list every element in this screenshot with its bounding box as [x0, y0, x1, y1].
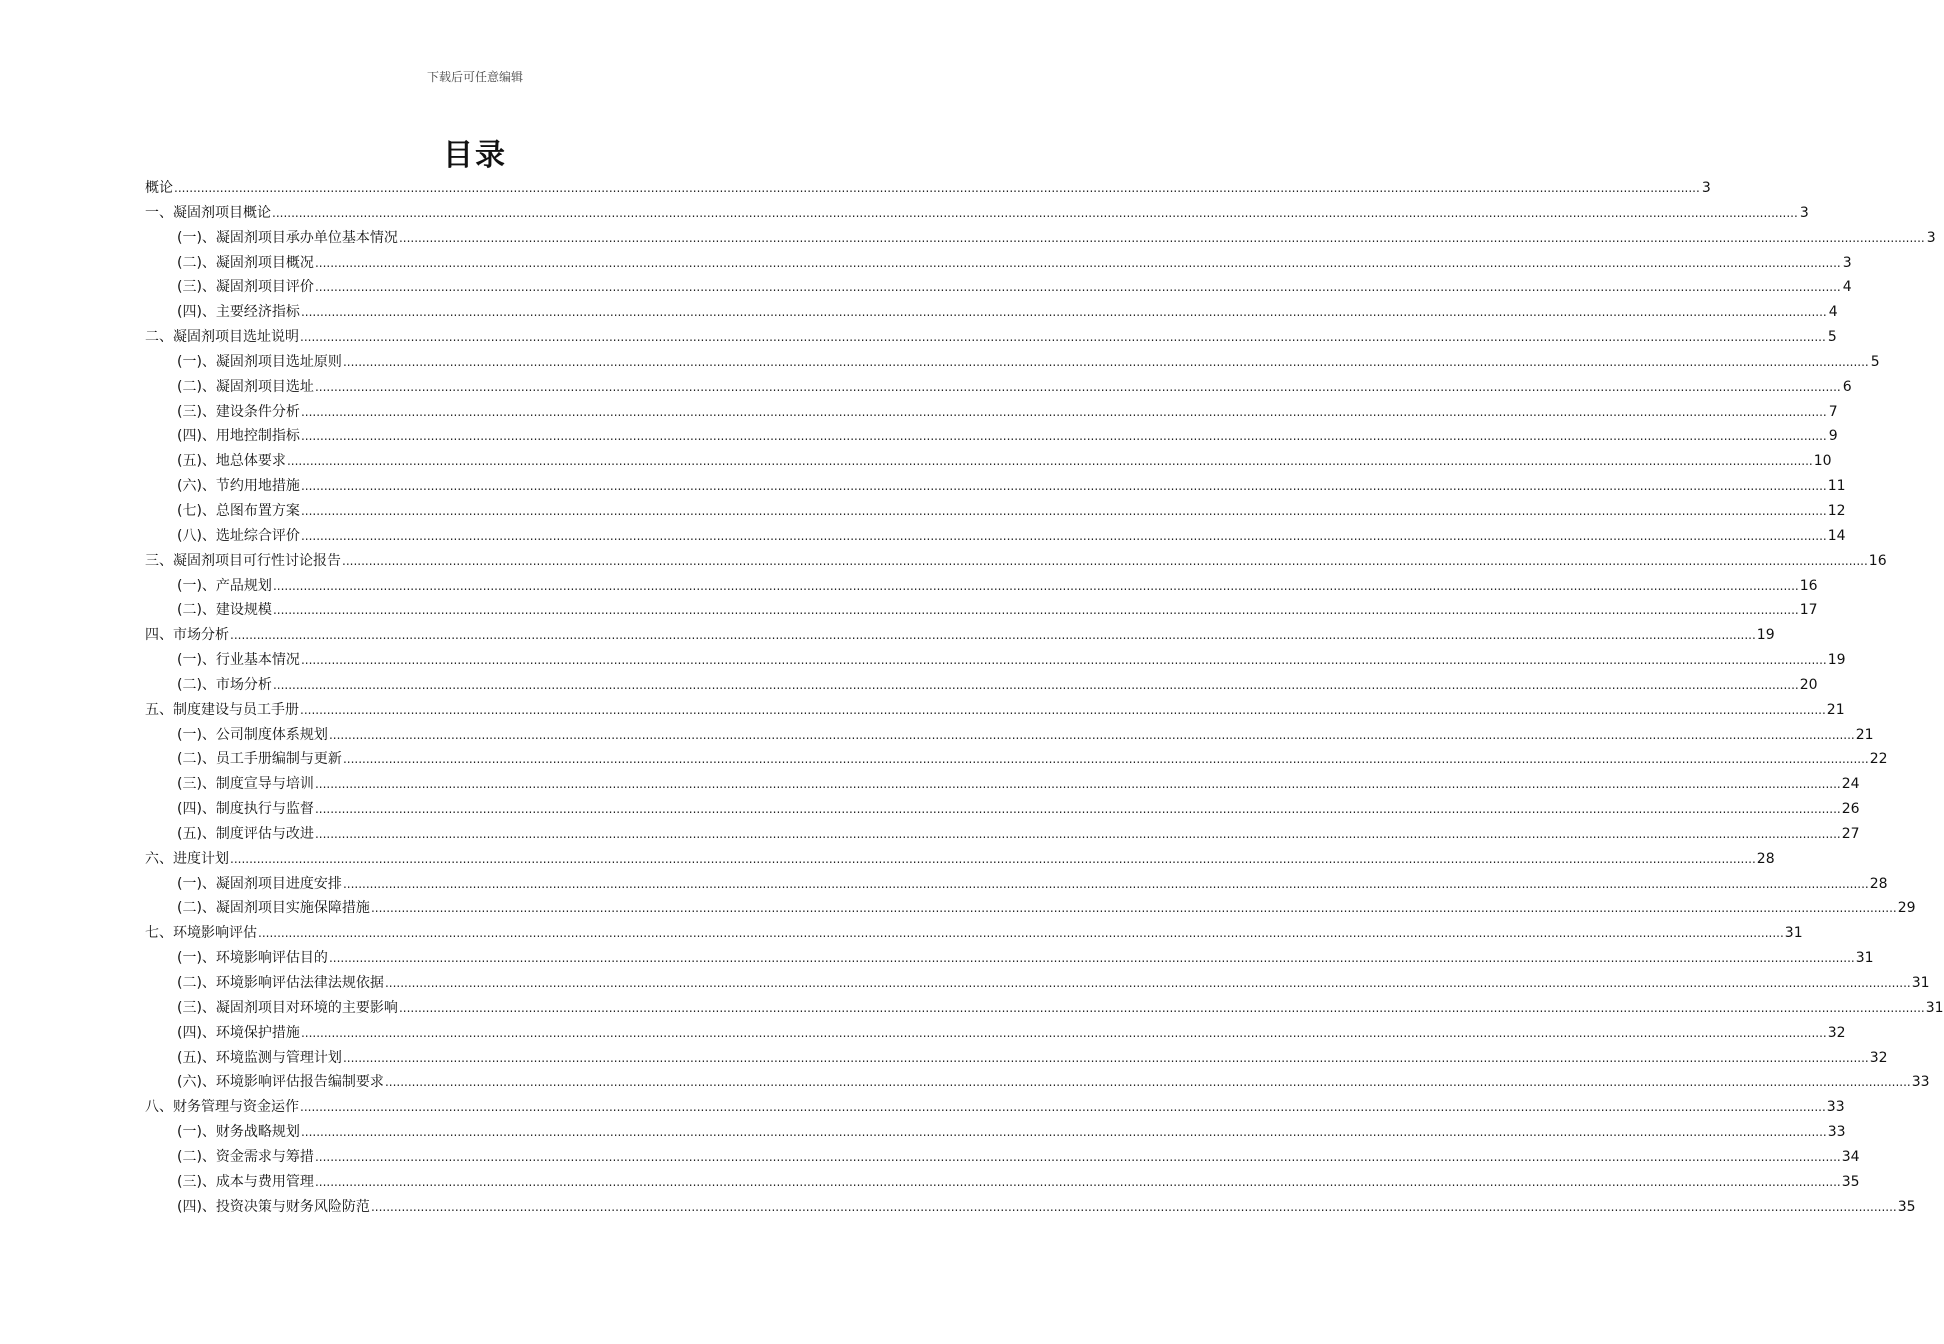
toc-entry-title: (一)、凝固剂项目进度安排 — [177, 875, 342, 892]
toc-entry-page: 24 — [1841, 776, 1860, 793]
toc-dot-leader: ................................................................................................................................................................................................................................................................................................................................................................................................................ — [174, 181, 1700, 195]
toc-entry-page: 7 — [1828, 403, 1838, 420]
toc-entry-title: (三)、制度宣导与培训 — [177, 776, 314, 793]
toc-entry-page: 21 — [1855, 726, 1874, 743]
toc-entry-page: 16 — [1868, 552, 1887, 569]
toc-entry[interactable] — [145, 226, 1936, 251]
toc-dot-leader: ................................................................................................................................................................................................................................................................................................................................................................................................................ — [370, 901, 1897, 916]
toc-entry[interactable] — [145, 300, 1838, 325]
toc-entry[interactable] — [145, 350, 1880, 375]
toc-dot-leader: ................................................................................................................................................................................................................................................................................................................................................................................................................ — [314, 777, 1841, 792]
toc-entry-page: 28 — [1756, 850, 1775, 867]
toc-dot-leader: ................................................................................................................................................................................................................................................................................................................................................................................................................ — [230, 628, 1756, 643]
toc-entry[interactable] — [145, 325, 1837, 350]
toc-dot-leader: ................................................................................................................................................................................................................................................................................................................................................................................................................ — [258, 926, 1784, 941]
toc-entry-page: 33 — [1827, 1124, 1846, 1141]
toc-entry-title: (六)、节约用地措施 — [177, 478, 300, 495]
toc-entry-title: (四)、环境保护措施 — [177, 1024, 300, 1041]
toc-entry-title: 三、凝固剂项目可行性讨论报告 — [145, 552, 341, 569]
toc-entry[interactable] — [145, 847, 1775, 872]
toc-entry-page: 28 — [1869, 875, 1888, 892]
toc-dot-leader: ................................................................................................................................................................................................................................................................................................................................................................................................................ — [300, 404, 1827, 419]
toc-entry-title: (三)、凝固剂项目评价 — [177, 279, 314, 296]
toc-entry[interactable] — [145, 1021, 1846, 1046]
toc-entry[interactable] — [145, 375, 1852, 400]
toc-entry-title: 一、凝固剂项目概论 — [145, 204, 271, 221]
toc-entry[interactable] — [145, 201, 1809, 226]
toc-dot-leader: ................................................................................................................................................................................................................................................................................................................................................................................................................ — [342, 752, 1869, 767]
toc-dot-leader: ................................................................................................................................................................................................................................................................................................................................................................................................................ — [272, 603, 1799, 618]
toc-entry-page: 12 — [1827, 502, 1846, 519]
toc-entry-page: 35 — [1841, 1173, 1860, 1190]
toc-entry[interactable] — [145, 747, 1888, 772]
toc-entry-title: 七、环境影响评估 — [145, 925, 257, 942]
toc-entry-title: (四)、制度执行与监督 — [177, 801, 314, 818]
toc-entry-title: (一)、公司制度体系规划 — [177, 726, 328, 743]
toc-entry-page: 4 — [1828, 304, 1838, 321]
toc-entry[interactable] — [145, 1070, 1930, 1095]
toc-entry-title: (四)、投资决策与财务风险防范 — [177, 1198, 370, 1215]
toc-entry[interactable] — [145, 176, 1711, 201]
toc-entry-title: (八)、选址综合评价 — [177, 527, 300, 544]
toc-entry-page: 34 — [1841, 1148, 1860, 1165]
toc-entry-page: 6 — [1842, 378, 1852, 395]
toc-entry[interactable] — [145, 772, 1860, 797]
toc-dot-leader: ................................................................................................................................................................................................................................................................................................................................................................................................................ — [342, 553, 1868, 568]
toc-entry[interactable] — [145, 996, 1944, 1021]
toc-entry[interactable] — [145, 251, 1852, 276]
toc-entry-page: 16 — [1799, 577, 1818, 594]
toc-entry-title: (五)、地总体要求 — [177, 453, 286, 470]
toc-entry[interactable] — [145, 946, 1874, 971]
toc-dot-leader: ................................................................................................................................................................................................................................................................................................................................................................................................................ — [342, 354, 1869, 369]
toc-dot-leader: ................................................................................................................................................................................................................................................................................................................................................................................................................ — [314, 1174, 1841, 1189]
toc-dot-leader: ................................................................................................................................................................................................................................................................................................................................................................................................................ — [314, 379, 1841, 394]
page-title: 目录 — [443, 138, 507, 173]
toc-entry[interactable] — [145, 623, 1775, 648]
toc-entry-title: (四)、用地控制指标 — [177, 428, 300, 445]
toc-entry-title: (二)、凝固剂项目实施保障措施 — [177, 900, 370, 917]
toc-entry[interactable] — [145, 524, 1846, 549]
toc-entry-page: 31 — [1784, 925, 1803, 942]
toc-entry[interactable] — [145, 275, 1852, 300]
toc-entry[interactable] — [145, 921, 1803, 946]
toc-entry-title: (二)、凝固剂项目选址 — [177, 378, 314, 395]
toc-entry-title: (六)、环境影响评估报告编制要求 — [177, 1074, 384, 1091]
toc-entry-page: 31 — [1925, 999, 1944, 1016]
toc-entry-title: 八、财务管理与资金运作 — [145, 1099, 299, 1116]
toc-dot-leader: ................................................................................................................................................................................................................................................................................................................................................................................................................ — [398, 1000, 1925, 1015]
toc-dot-leader: ................................................................................................................................................................................................................................................................................................................................................................................................................ — [300, 528, 1827, 543]
toc-dot-leader: ................................................................................................................................................................................................................................................................................................................................................................................................................ — [300, 305, 1827, 320]
toc-entry[interactable] — [145, 648, 1846, 673]
toc-entry-page: 22 — [1869, 751, 1888, 768]
toc-entry[interactable] — [145, 549, 1887, 574]
toc-entry-title: (一)、行业基本情况 — [177, 652, 300, 669]
toc-entry-page: 5 — [1827, 329, 1837, 346]
toc-entry-page: 32 — [1869, 1049, 1888, 1066]
toc-dot-leader: ................................................................................................................................................................................................................................................................................................................................................................................................................ — [384, 1075, 1911, 1090]
toc-dot-leader: ................................................................................................................................................................................................................................................................................................................................................................................................................ — [300, 702, 1826, 717]
toc-entry-title: 五、制度建设与员工手册 — [145, 701, 299, 718]
toc-entry[interactable] — [145, 574, 1818, 599]
toc-entry-page: 29 — [1897, 900, 1916, 917]
toc-entry[interactable] — [145, 723, 1874, 748]
table-of-contents — [145, 176, 1944, 1219]
toc-entry[interactable] — [145, 797, 1860, 822]
toc-entry-page: 11 — [1827, 478, 1846, 495]
toc-entry-page: 26 — [1841, 801, 1860, 818]
toc-entry-title: (五)、环境监测与管理计划 — [177, 1049, 342, 1066]
toc-entry-title: (一)、环境影响评估目的 — [177, 950, 328, 967]
toc-entry[interactable] — [145, 1120, 1846, 1145]
toc-entry[interactable] — [145, 474, 1846, 499]
toc-dot-leader: ................................................................................................................................................................................................................................................................................................................................................................................................................ — [398, 230, 1925, 245]
toc-entry-title: (一)、凝固剂项目承办单位基本情况 — [177, 229, 398, 246]
toc-entry-title: (二)、市场分析 — [177, 676, 272, 693]
toc-entry-page: 27 — [1841, 825, 1860, 842]
toc-dot-leader: ................................................................................................................................................................................................................................................................................................................................................................................................................ — [272, 578, 1799, 593]
toc-entry[interactable] — [145, 598, 1818, 623]
toc-entry-page: 3 — [1701, 180, 1711, 196]
toc-entry-page: 33 — [1826, 1099, 1845, 1116]
toc-dot-leader: ................................................................................................................................................................................................................................................................................................................................................................................................................ — [300, 503, 1827, 518]
toc-entry-page: 10 — [1813, 453, 1832, 470]
toc-entry[interactable] — [145, 673, 1818, 698]
toc-dot-leader: ................................................................................................................................................................................................................................................................................................................................................................................................................ — [328, 727, 1855, 742]
toc-entry-page: 20 — [1799, 676, 1818, 693]
toc-entry-page: 5 — [1870, 353, 1880, 370]
toc-entry-title: (七)、总图布置方案 — [177, 502, 300, 519]
toc-entry[interactable] — [145, 1095, 1845, 1120]
toc-entry-title: (二)、建设规模 — [177, 602, 272, 619]
toc-entry-title: (三)、建设条件分析 — [177, 403, 300, 420]
toc-entry-page: 4 — [1842, 279, 1852, 296]
toc-dot-leader: ................................................................................................................................................................................................................................................................................................................................................................................................................ — [314, 826, 1841, 841]
toc-dot-leader: ................................................................................................................................................................................................................................................................................................................................................................................................................ — [300, 1025, 1827, 1040]
toc-dot-leader: ................................................................................................................................................................................................................................................................................................................................................................................................................ — [300, 1125, 1827, 1140]
page-header: 下载后可任意编辑 — [426, 70, 523, 84]
toc-entry-title: (五)、制度评估与改进 — [177, 825, 314, 842]
toc-entry-title: (二)、员工手册编制与更新 — [177, 751, 342, 768]
toc-entry[interactable] — [145, 698, 1845, 723]
toc-entry-title: (三)、凝固剂项目对环境的主要影响 — [177, 999, 398, 1016]
toc-entry-title: (二)、凝固剂项目概况 — [177, 254, 314, 271]
toc-dot-leader: ................................................................................................................................................................................................................................................................................................................................................................................................................ — [314, 280, 1841, 295]
toc-entry-title: (二)、资金需求与筹措 — [177, 1148, 314, 1165]
toc-entry-page: 21 — [1826, 701, 1845, 718]
toc-dot-leader: ................................................................................................................................................................................................................................................................................................................................................................................................................ — [314, 1149, 1841, 1164]
toc-dot-leader: ................................................................................................................................................................................................................................................................................................................................................................................................................ — [272, 677, 1799, 692]
toc-entry-page: 9 — [1828, 428, 1838, 445]
toc-entry-page: 32 — [1827, 1024, 1846, 1041]
toc-dot-leader: ................................................................................................................................................................................................................................................................................................................................................................................................................ — [342, 1050, 1869, 1065]
toc-entry-title: 四、市场分析 — [145, 627, 229, 644]
toc-entry-page: 19 — [1827, 652, 1846, 669]
toc-entry-page: 35 — [1897, 1198, 1916, 1215]
toc-dot-leader: ................................................................................................................................................................................................................................................................................................................................................................................................................ — [230, 851, 1756, 866]
toc-entry[interactable] — [145, 1046, 1888, 1071]
toc-entry-title: 六、进度计划 — [145, 850, 229, 867]
toc-entry-title: (一)、产品规划 — [177, 577, 272, 594]
toc-entry-page: 33 — [1911, 1074, 1930, 1091]
toc-entry[interactable] — [145, 499, 1846, 524]
toc-dot-leader: ................................................................................................................................................................................................................................................................................................................................................................................................................ — [384, 976, 1911, 990]
toc-entry-page: 3 — [1799, 204, 1809, 221]
toc-dot-leader: ................................................................................................................................................................................................................................................................................................................................................................................................................ — [314, 255, 1841, 270]
toc-entry-page: 3 — [1842, 254, 1852, 271]
toc-entry-title: (一)、凝固剂项目选址原则 — [177, 353, 342, 370]
toc-entry[interactable] — [145, 1145, 1860, 1170]
toc-dot-leader: ................................................................................................................................................................................................................................................................................................................................................................................................................ — [272, 205, 1798, 220]
toc-dot-leader: ................................................................................................................................................................................................................................................................................................................................................................................................................ — [300, 429, 1827, 444]
toc-entry-title: (三)、成本与费用管理 — [177, 1173, 314, 1190]
toc-entry[interactable] — [145, 896, 1916, 921]
toc-entry-title: 二、凝固剂项目选址说明 — [145, 329, 299, 346]
toc-entry[interactable] — [145, 822, 1860, 847]
toc-dot-leader: ................................................................................................................................................................................................................................................................................................................................................................................................................ — [300, 1100, 1826, 1115]
toc-dot-leader: ................................................................................................................................................................................................................................................................................................................................................................................................................ — [342, 876, 1869, 891]
toc-entry-title: (二)、环境影响评估法律法规依据 — [177, 975, 384, 991]
toc-entry[interactable] — [145, 1170, 1860, 1195]
toc-dot-leader: ................................................................................................................................................................................................................................................................................................................................................................................................................ — [300, 653, 1827, 668]
toc-entry-page: 14 — [1827, 527, 1846, 544]
toc-entry-title: (四)、主要经济指标 — [177, 304, 300, 321]
toc-entry-page: 31 — [1855, 950, 1874, 967]
toc-entry[interactable] — [145, 400, 1838, 425]
toc-dot-leader: ................................................................................................................................................................................................................................................................................................................................................................................................................ — [370, 1199, 1897, 1214]
toc-dot-leader: ................................................................................................................................................................................................................................................................................................................................................................................................................ — [300, 330, 1826, 345]
toc-entry[interactable] — [145, 424, 1838, 449]
toc-entry[interactable] — [145, 1195, 1916, 1220]
toc-entry-page: 17 — [1799, 602, 1818, 619]
toc-dot-leader: ................................................................................................................................................................................................................................................................................................................................................................................................................ — [300, 479, 1827, 494]
toc-entry[interactable] — [145, 449, 1832, 474]
toc-dot-leader: ................................................................................................................................................................................................................................................................................................................................................................................................................ — [286, 454, 1813, 469]
toc-entry-page: 19 — [1756, 627, 1775, 644]
toc-dot-leader: ................................................................................................................................................................................................................................................................................................................................................................................................................ — [314, 802, 1841, 817]
toc-entry-title: 概论 — [145, 180, 173, 196]
toc-entry[interactable] — [145, 872, 1888, 897]
toc-dot-leader: ................................................................................................................................................................................................................................................................................................................................................................................................................ — [328, 951, 1855, 966]
toc-entry-title: (一)、财务战略规划 — [177, 1124, 300, 1141]
toc-entry-page: 3 — [1926, 229, 1936, 246]
toc-entry-page: 31 — [1911, 975, 1930, 991]
toc-entry[interactable] — [145, 971, 1930, 996]
